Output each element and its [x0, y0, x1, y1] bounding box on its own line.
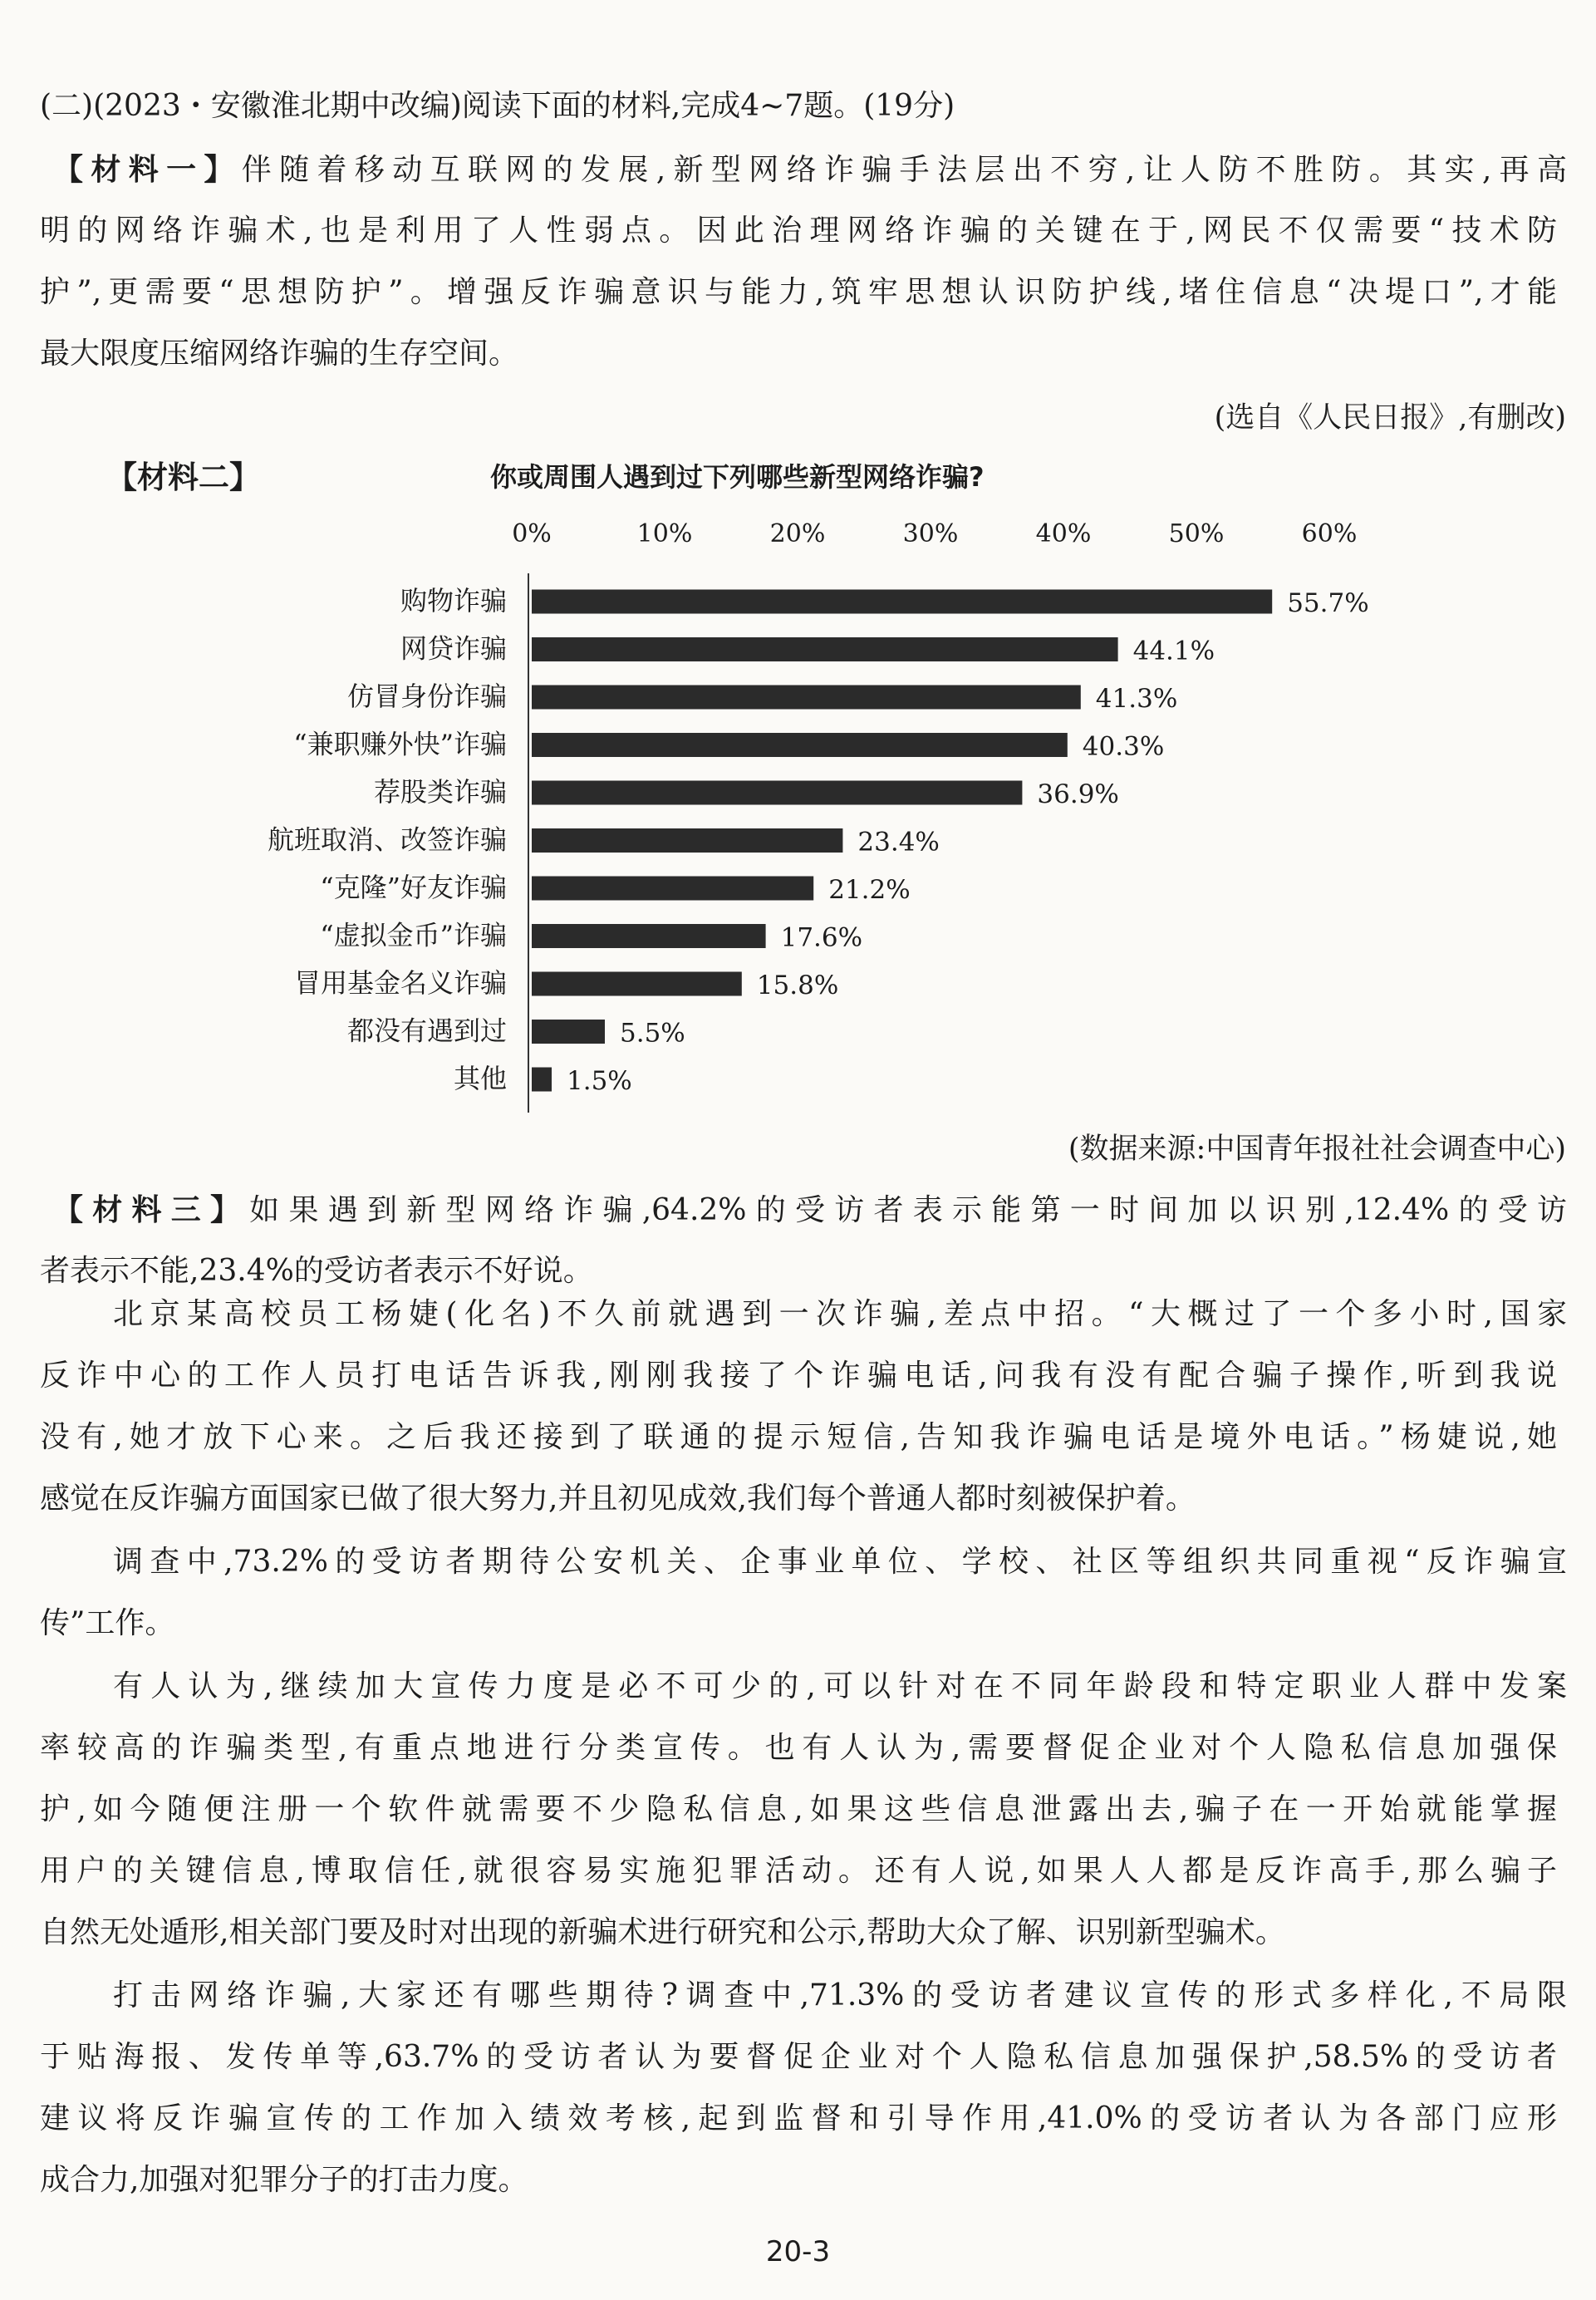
value-label: 44.1%: [1132, 636, 1215, 666]
category-label: “克隆”好友诈骗: [320, 872, 507, 903]
value-label: 1.5%: [567, 1066, 632, 1096]
material3-line-2: 者表示不能,23.4%的受访者表示不好说。: [40, 1254, 593, 1288]
page-number: 20-3: [765, 2235, 831, 2268]
material3-para4-line-2: 于贴海报、发传单等,63.7%的受访者认为要督促企业对个人隐私信息加强保护,58.5%的受访者: [40, 2040, 1557, 2074]
bar: [532, 781, 1022, 805]
material3-para2-line-1: 调查中,73.2%的受访者期待公安机关、企事业单位、学校、社区等组织共同重视“反诈骗宣: [113, 1545, 1567, 1579]
category-label: 其他: [453, 1063, 507, 1094]
x-tick-label: 50%: [1168, 519, 1225, 548]
material3-line-1: [53, 1190, 1567, 1231]
material1-line-3: 护”,更需要“思想防护”。增强反诈骗意识与能力,筑牢思想认识防护线,堵住信息“决堤口”,才能: [40, 275, 1557, 309]
value-label: 23.4%: [857, 827, 940, 858]
bar: [532, 972, 742, 996]
category-label: 网贷诈骗: [400, 632, 507, 665]
category-label: “兼职赚外快”诈骗: [293, 728, 507, 760]
category-label: 航班取消、改签诈骗: [267, 823, 507, 856]
bar: [532, 1068, 552, 1092]
bar: [532, 828, 842, 853]
category-label: 仿冒身份诈骗: [346, 681, 507, 712]
material3-para3-line-4: 用户的关键信息,博取信任,就很容易实施犯罪活动。还有人说,如果人人都是反诈高手,那么骗子: [40, 1854, 1557, 1888]
material3-para3-line-3: 护,如今随便注册一个软件就需要不少隐私信息,如果这些信息泄露出去,骗子在一开始就能掌握: [40, 1792, 1557, 1826]
material3-para1-line-1: 北京某高校员工杨婕(化名)不久前就遇到一次诈骗,差点中招。“大概过了一个多小时,国家: [113, 1297, 1567, 1331]
value-label: 36.9%: [1037, 779, 1119, 809]
material3-para1-line-4: 感觉在反诈骗方面国家已做了很大努力,并且初见成效,我们每个普通人都时刻被保护着。: [40, 1482, 1196, 1516]
bar: [532, 877, 813, 901]
bar: [532, 733, 1068, 757]
value-label: 17.6%: [780, 922, 863, 953]
material3-para4-line-4: 成合力,加强对犯罪分子的打击力度。: [40, 2163, 528, 2197]
category-label: 荐股类诈骗: [373, 776, 507, 808]
material1-line-2: 明的网络诈骗术,也是利用了人性弱点。因此治理网络诈骗的关键在于,网民不仅需要“技术防: [40, 214, 1557, 248]
material1-tag: 【材料一】: [53, 152, 242, 187]
x-tick-label: 0%: [512, 519, 552, 548]
category-label: 冒用基金名义诈骗: [293, 967, 507, 999]
material2-tag: 【材料二】: [106, 459, 260, 495]
x-tick-label: 20%: [769, 519, 826, 548]
value-label: 21.2%: [828, 875, 911, 905]
material3-tag: 【材料三】: [53, 1192, 250, 1227]
bar: [532, 590, 1272, 614]
material3-para3-line-2: 率较高的诈骗类型,有重点地进行分类宣传。也有人认为,需要督促企业对个人隐私信息加强保: [40, 1731, 1557, 1765]
category-label: 购物诈骗: [400, 585, 507, 617]
material3-para3-line-5: 自然无处遁形,相关部门要及时对出现的新骗术进行研究和公示,帮助大众了解、识别新型骗术。: [40, 1915, 1285, 1949]
category-label: “虚拟金币”诈骗: [320, 919, 507, 951]
value-label: 15.8%: [756, 971, 839, 1000]
material3-para1-line-3: 没有,她才放下心来。之后我还接到了联通的提示短信,告知我诈骗电话是境外电话。”杨婕说,她: [40, 1420, 1557, 1454]
x-tick-label: 40%: [1035, 519, 1092, 548]
material3-para4-line-3: 建议将反诈骗宣传的工作加入绩效考核,起到监督和引导作用,41.0%的受访者认为各部门应形: [40, 2101, 1557, 2135]
value-label: 55.7%: [1287, 588, 1369, 618]
material3-text-1: 如果遇到新型网络诈骗,64.2%的受访者表示能第一时间加以识别,12.4%的受访: [249, 1193, 1567, 1227]
value-label: 40.3%: [1082, 731, 1165, 762]
material3-para3-line-1: 有人认为,继续加大宣传力度是必不可少的,可以针对在不同年龄段和特定职业人群中发案: [113, 1669, 1567, 1703]
x-tick-label: 30%: [902, 519, 959, 548]
material3-para2-line-2: 传”工作。: [40, 1606, 175, 1640]
bar: [532, 1020, 605, 1044]
material2-source: (数据来源:中国青年报社社会调查中心): [1068, 1133, 1566, 1166]
category-label: 都没有遇到过: [346, 1015, 507, 1047]
material1-line-4: 最大限度压缩网络诈骗的生存空间。: [40, 337, 519, 371]
bar: [532, 924, 766, 948]
bar-chart: [0, 499, 1596, 1113]
section-header: (二)(2023・安徽淮北期中改编)阅读下面的材料,完成4~7题。(19分): [40, 89, 955, 123]
value-label: 41.3%: [1095, 684, 1178, 714]
material3-para1-line-2: 反诈中心的工作人员打电话告诉我,刚刚我接了个诈骗电话,问我有没有配合骗子操作,听到我说: [40, 1359, 1557, 1393]
material3-para4-line-1: 打击网络诈骗,大家还有哪些期待?调查中,71.3%的受访者建议宣传的形式多样化,不局限: [113, 1978, 1567, 2012]
value-label: 5.5%: [620, 1018, 685, 1049]
x-tick-label: 10%: [636, 519, 693, 548]
chart-title: 你或周围人遇到过下列哪些新型网络诈骗?: [490, 461, 985, 493]
bar: [532, 637, 1118, 661]
material1-text-1: 伴随着移动互联网的发展,新型网络诈骗手法层出不穷,让人防不胜防。其实,再高: [241, 153, 1567, 187]
material1-line-1: [53, 150, 1567, 190]
material1-source: (选自《人民日报》,有删改): [1214, 401, 1566, 435]
bar: [532, 686, 1081, 710]
x-tick-label: 60%: [1301, 519, 1358, 548]
